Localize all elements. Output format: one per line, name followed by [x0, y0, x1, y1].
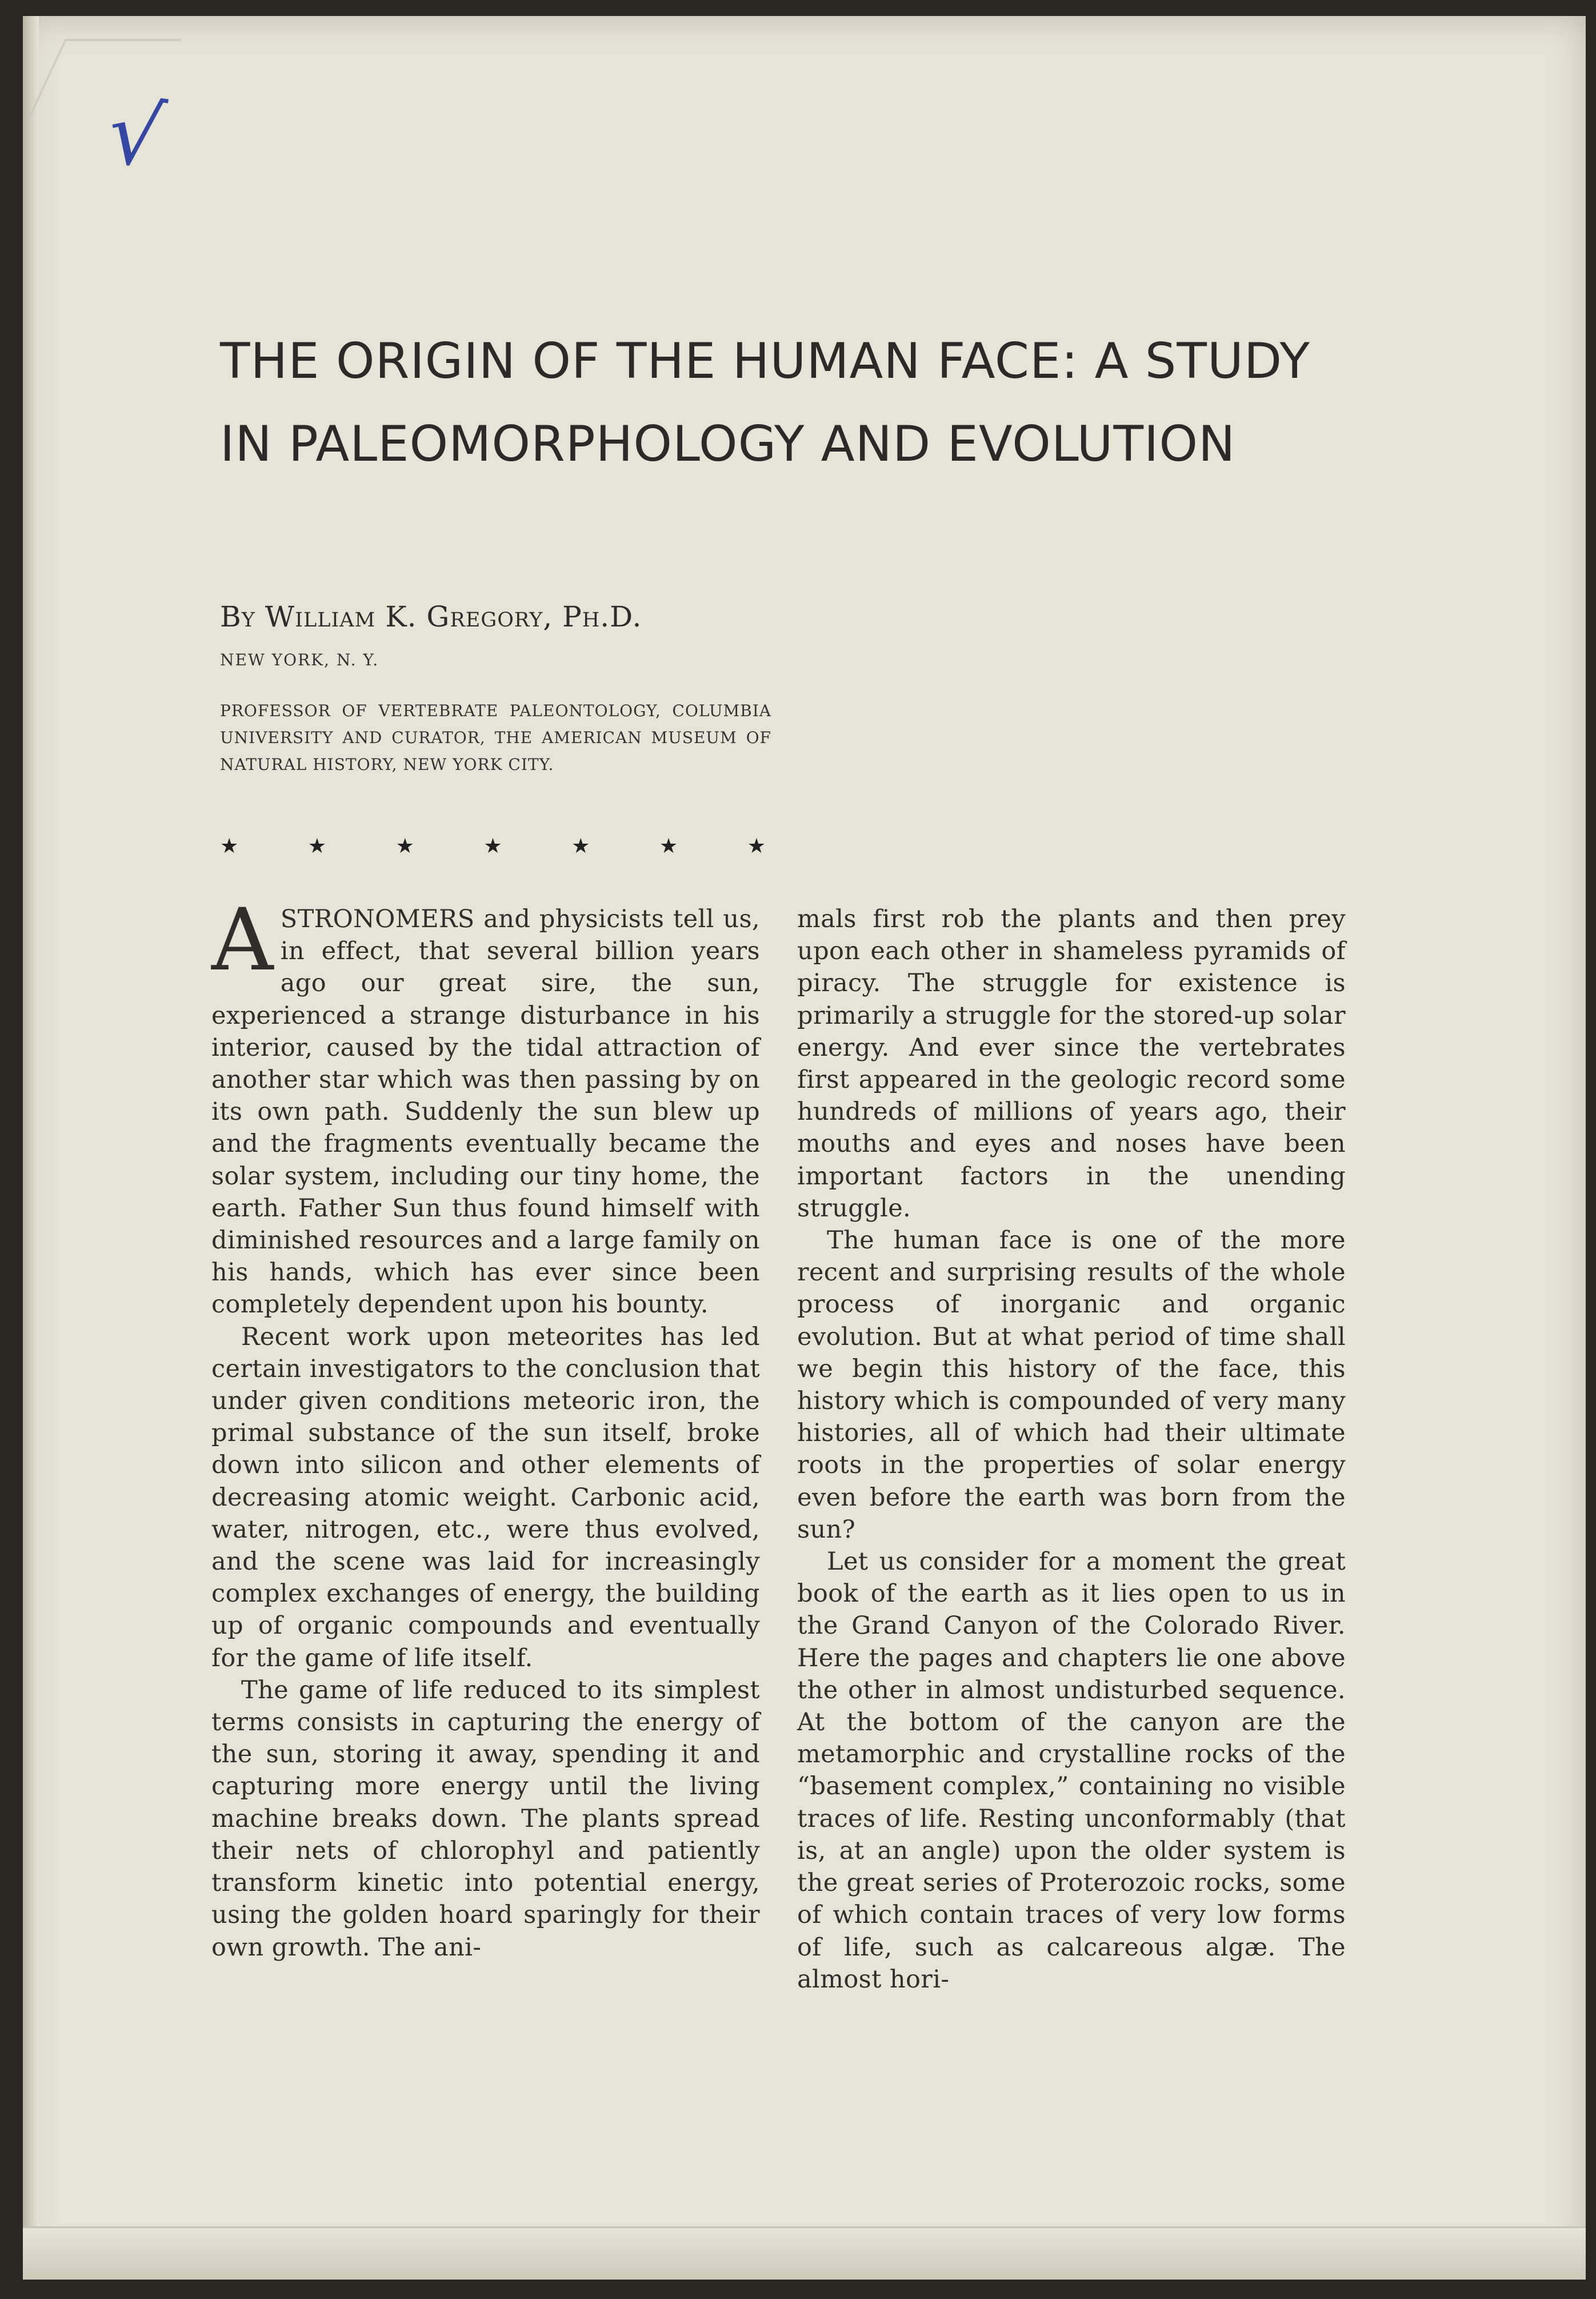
author-affiliation: PROFESSOR OF VERTEBRATE PALEONTOLOGY, COLUMBIA UNIVERSITY AND CURATOR, THE AMERICAN MUSEUM OF NATURAL HISTORY, NEW YORK CITY.	[220, 701, 771, 774]
paragraph: mals first rob the plants and then prey upon each other in shameless pyramids of piracy. The struggle for existence is primarily a struggle for the stored-up solar energy. And ever since the vertebrates first appeared in the geologic record some hundreds of millions of years ago, their mouths and eyes and noses have been important factors in the unending struggle.	[797, 905, 1346, 1223]
paragraph: The game of life reduced to its simplest terms consists in capturing the energy of the sun, storing it away, spending it and capturing more energy until the living machine breaks down. The plants spread their nets of chlorophyl and patiently transform kinetic into potential energy, using the golden hoard sparingly for their own growth. The ani-	[211, 1675, 760, 1962]
drop-cap: A	[211, 891, 274, 990]
handwritten-checkmark: √	[102, 82, 170, 189]
star-ornament: ★	[659, 835, 678, 858]
star-ornament: ★	[307, 835, 327, 858]
paragraph: Recent work upon meteorites has led certain investigators to the conclusion that under given conditions meteoric iron, the primal substance of the sun itself, broke down into silicon and other elements of decreasing atomic weight. Carbonic acid, water, nitrogen, etc., were thus evolved, and the scene was laid for increasingly complex exchanges of energy, the building up of organic compounds and eventually for the game of life itself.	[211, 1322, 760, 1673]
author-location: NEW YORK, N. Y.	[220, 650, 379, 669]
star-ornament: ★	[395, 835, 414, 858]
body-column-left	[211, 891, 760, 1963]
star-ornament: ★	[220, 835, 239, 858]
paragraph-text: STRONOMERS and physicists tell us, in effect, that several billion years ago our great sire, the sun, experienced a strange disturbance in his interior, caused by the tidal attraction of another star which was then passing by on its own path. Suddenly the sun blew up and the fragments eventually became the solar system, including our tiny home, the earth. Father Sun thus found himself with diminished resources and a large family on his hands, which has ever since been completely dependent upon his bounty.	[211, 905, 760, 1319]
article-title	[220, 320, 1363, 486]
author-byline: By William K. Gregory, Ph.D.	[220, 600, 642, 633]
star-ornament: ★	[747, 835, 766, 858]
paragraph	[211, 891, 760, 1321]
bottom-fold	[23, 2226, 1586, 2280]
paragraph: Let us consider for a moment the great book of the earth as it lies open to us in the Grand Canyon of the Colorado River. Here the pages and chapters lie one above the other in almost undisturbed sequence. At the bottom of the canyon are the metamorphic and crystalline rocks of the “basement complex,” containing no visible traces of life. Resting unconformably (that is, at an angle) upon the older system is the great series of Proterozoic rocks, some of which contain traces of very low forms of life, such as calcareous algæ. The almost hori-	[797, 1547, 1346, 1994]
binding-edge	[23, 16, 39, 2280]
star-separator	[220, 835, 766, 858]
title-line-2: IN PALEOMORPHOLOGY AND EVOLUTION	[220, 416, 1236, 473]
star-ornament: ★	[571, 835, 590, 858]
paragraph: The human face is one of the more recent and surprising results of the whole process of inorganic and organic evolution. But at what period of time shall we begin this history of the face, this history which is compounded of very many histories, all of which had their ultimate roots in the properties of solar energy even before the earth was born from the sun?	[797, 1226, 1346, 1544]
body-column-right	[797, 903, 1346, 1995]
star-ornament: ★	[483, 835, 502, 858]
title-line-1: THE ORIGIN OF THE HUMAN FACE: A STUDY	[220, 333, 1310, 390]
